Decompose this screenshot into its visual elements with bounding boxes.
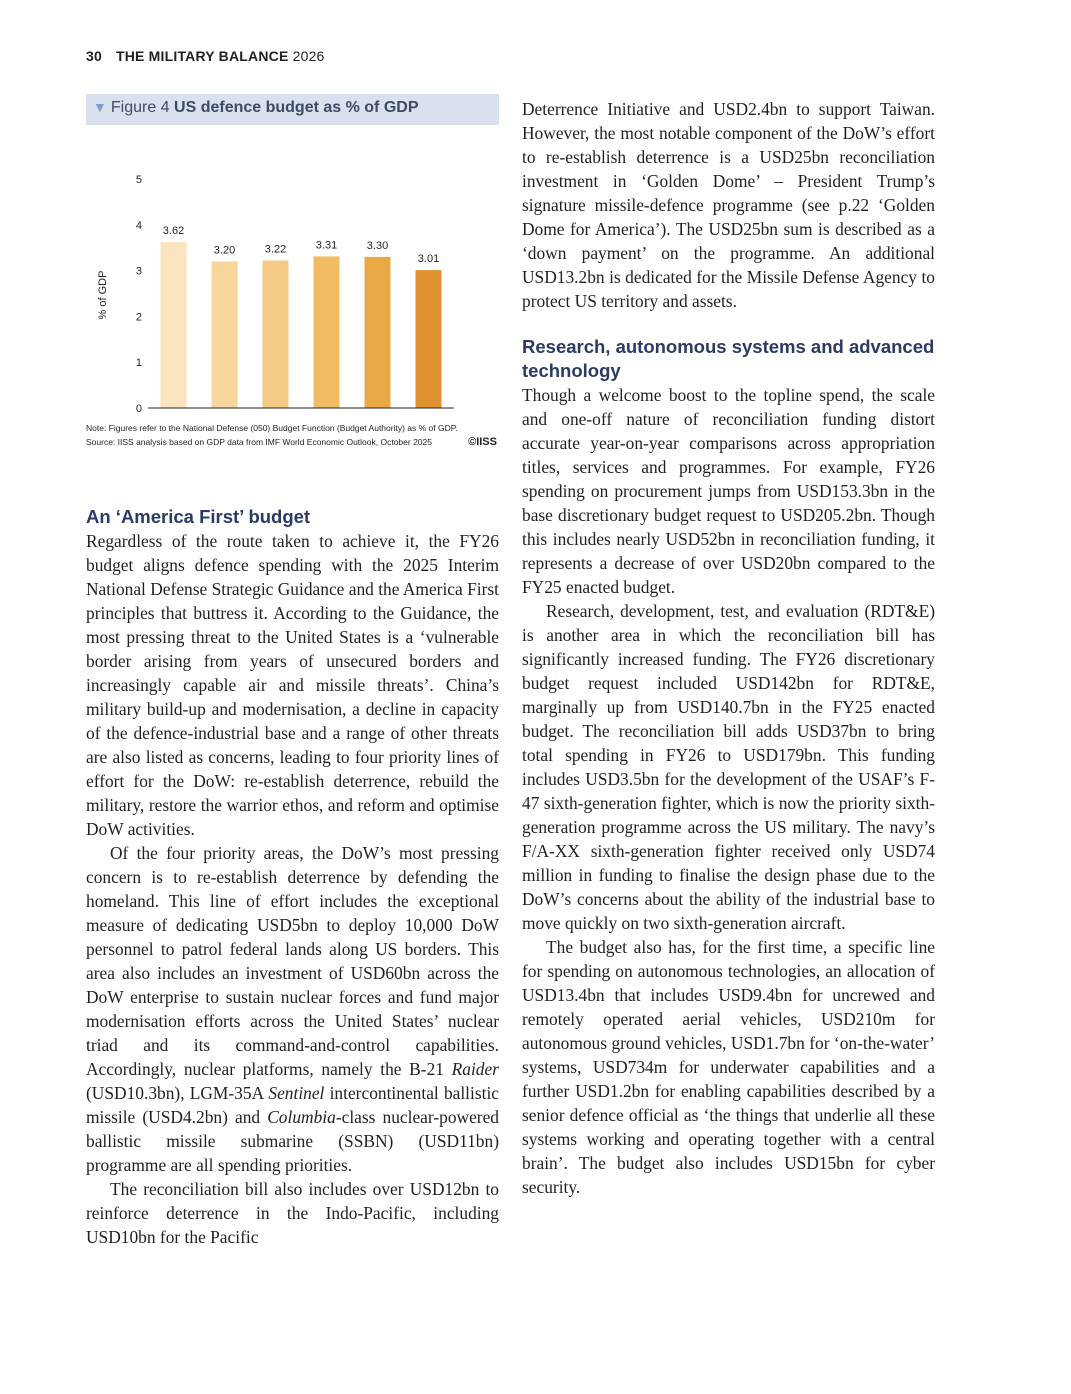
y-tick-label: 3 (135, 265, 142, 278)
left-column (86, 94, 499, 1249)
section-heading-america-first: An ‘America First’ budget (86, 506, 311, 527)
bar-chart (86, 125, 499, 415)
paragraph: Deterrence Initiative and USD2.4bn to support Taiwan. However, the most notable component of the DoW’s effort to re-establish deterrence is a USD25bn reconciliation investment in ‘Golden Dome’ – President Trump’s signature missile-defence programme (see p.22 ‘Golden Dome for America’). The USD25bn sum is described as a ‘down payment’ on the programme. An additional USD13.2bn is dedicated for the Missile Defense Agency to protect US territory and assets. (522, 99, 935, 311)
y-tick-label: 1 (135, 357, 142, 370)
bar-value-label: 3.01 (417, 253, 440, 266)
bar-value-label: 3.22 (264, 243, 287, 256)
bar-value-label: 3.31 (315, 239, 338, 252)
right-column (522, 97, 935, 1199)
section-heading-research: Research, autonomous systems and advanced technology (522, 336, 935, 381)
y-tick-label: 0 (135, 403, 142, 415)
figure-label: Figure 4 (110, 99, 170, 116)
page-number: 30 (86, 48, 102, 64)
italic-sentinel: Sentinel (268, 1083, 325, 1103)
figure-title: US defence budget as % of GDP (174, 99, 419, 116)
paragraph: Of the four priority areas, the DoW’s most pressing concern is to re-establish deterrence by defending the homeland. This line of effort includes the exceptional measure of dedicating USD5bn to deploy 10,000 DoW personnel to patrol federal lands along US borders. This area also includes an investment of USD60bn across the DoW enterprise to sustain nuclear forces and fund major modernisation efforts across the United States’ nuclear triad and its command-and-control capabilities. Accordingly, nuclear platforms, namely the B-21 Raider (USD10.3bn), LGM-35A Sentinel intercontinental ballistic missile (USD4.2bn) and Columbia-class nuclear-powered ballistic missile submarine (SSBN) (USD11bn) programme are all spending priorities. (86, 843, 499, 1175)
italic-columbia: Columbia (267, 1107, 336, 1127)
figure-title-bar (86, 94, 499, 125)
paragraph: Though a welcome boost to the topline spend, the scale and one-off nature of reconciliation funding distort accurate year-on-year comparisons across appropriation titles, services and programmes. For example, FY26 spending on procurement jumps from USD153.3bn in the base discretionary budget request to USD205.2bn. Though this includes nearly USD52bn in reconciliation funding, it represents a decrease of over USD20bn compared to the FY25 enacted budget. (522, 385, 935, 597)
publication-title: THE MILITARY BALANCE (115, 48, 289, 64)
bar-value-label: 3.30 (366, 239, 389, 252)
publication-year: 2026 (292, 48, 325, 64)
bar-2020 (161, 242, 187, 408)
figure-source-text: Source: IISS analysis based on GDP data from IMF World Economic Outlook, October 2025 (86, 437, 432, 447)
bar-2025 (416, 270, 442, 408)
figure-note (86, 421, 499, 449)
bar-2021 (212, 261, 238, 408)
y-tick-label: 2 (135, 311, 142, 324)
paragraph: Research, development, test, and evaluation (RDT&E) is another area in which the reconciliation bill has significantly increased funding. The FY26 discretionary budget request included USD142bn for RDT&E, marginally up from USD140.7bn in the FY25 enacted budget. The reconciliation bill adds USD37bn to bring total spending in FY26 to USD179bn. This funding includes USD3.5bn for the development of the USAF’s F-47 sixth-generation fighter, which is now the priority sixth-generation programme across the US military. The navy’s F/A-XX sixth-generation fighter received only USD74 million in funding to finalise the design phase due to the DoW’s concerns about the ability of the industrial base to move quickly on two sixth-generation aircraft. (522, 601, 935, 933)
paragraph: The budget also has, for the first time, a specific line for spending on autonomous technologies, an allocation of USD13.4bn that includes USD9.4bn for uncrewed and remotely operated aerial vehicles, USD210m for autonomous ground vehicles, USD1.7bn for ‘on-the-water’ systems, USD734m for underwater capabilities and a further USD1.2bn for enabling capabilities described by a senior defence official as ‘the things that underlie all these systems working and operating together with a central brain’. The budget also includes USD15bn for cyber security. (522, 937, 935, 1197)
running-head (86, 48, 325, 64)
paragraph: Regardless of the route taken to achieve it, the FY26 budget aligns defence spending with the 2025 Interim National Defense Strategic Guidance and the America First principles that buttress it. According to the Guidance, the most pressing threat to the United States is a ‘vulnerable border arising from years of unsecured borders and increasingly capable air and missile threats’. China’s military build-up and modernisation, a decline in capacity of the defence-industrial base and a range of other threats are also listed as concerns, leading to four priority lines of effort for the DoW: re-establish deterrence, rebuild the military, restore the warrior ethos, and reform and optimise DoW activities. (86, 531, 499, 839)
bar-2022 (263, 261, 289, 408)
bar-value-label: 3.62 (162, 225, 185, 238)
bar-2024 (365, 257, 391, 408)
bar-2023 (314, 256, 340, 408)
y-tick-label: 4 (135, 219, 142, 232)
paragraph: The reconciliation bill also includes over USD12bn to reinforce deterrence in the Indo-Pacific, including USD10bn for the Pacific (86, 1179, 499, 1247)
triangle-down-icon: ▼ (93, 99, 107, 115)
y-axis-label: % of GDP (97, 270, 109, 320)
figure-note-text: Note: Figures refer to the National Defense (050) Budget Function (Budget Authority) as % of GDP. (86, 423, 458, 433)
italic-raider: Raider (451, 1059, 499, 1079)
y-tick-label: 5 (135, 174, 142, 186)
bar-value-label: 3.20 (213, 244, 236, 257)
copyright-mark: ©IISS (468, 436, 497, 448)
